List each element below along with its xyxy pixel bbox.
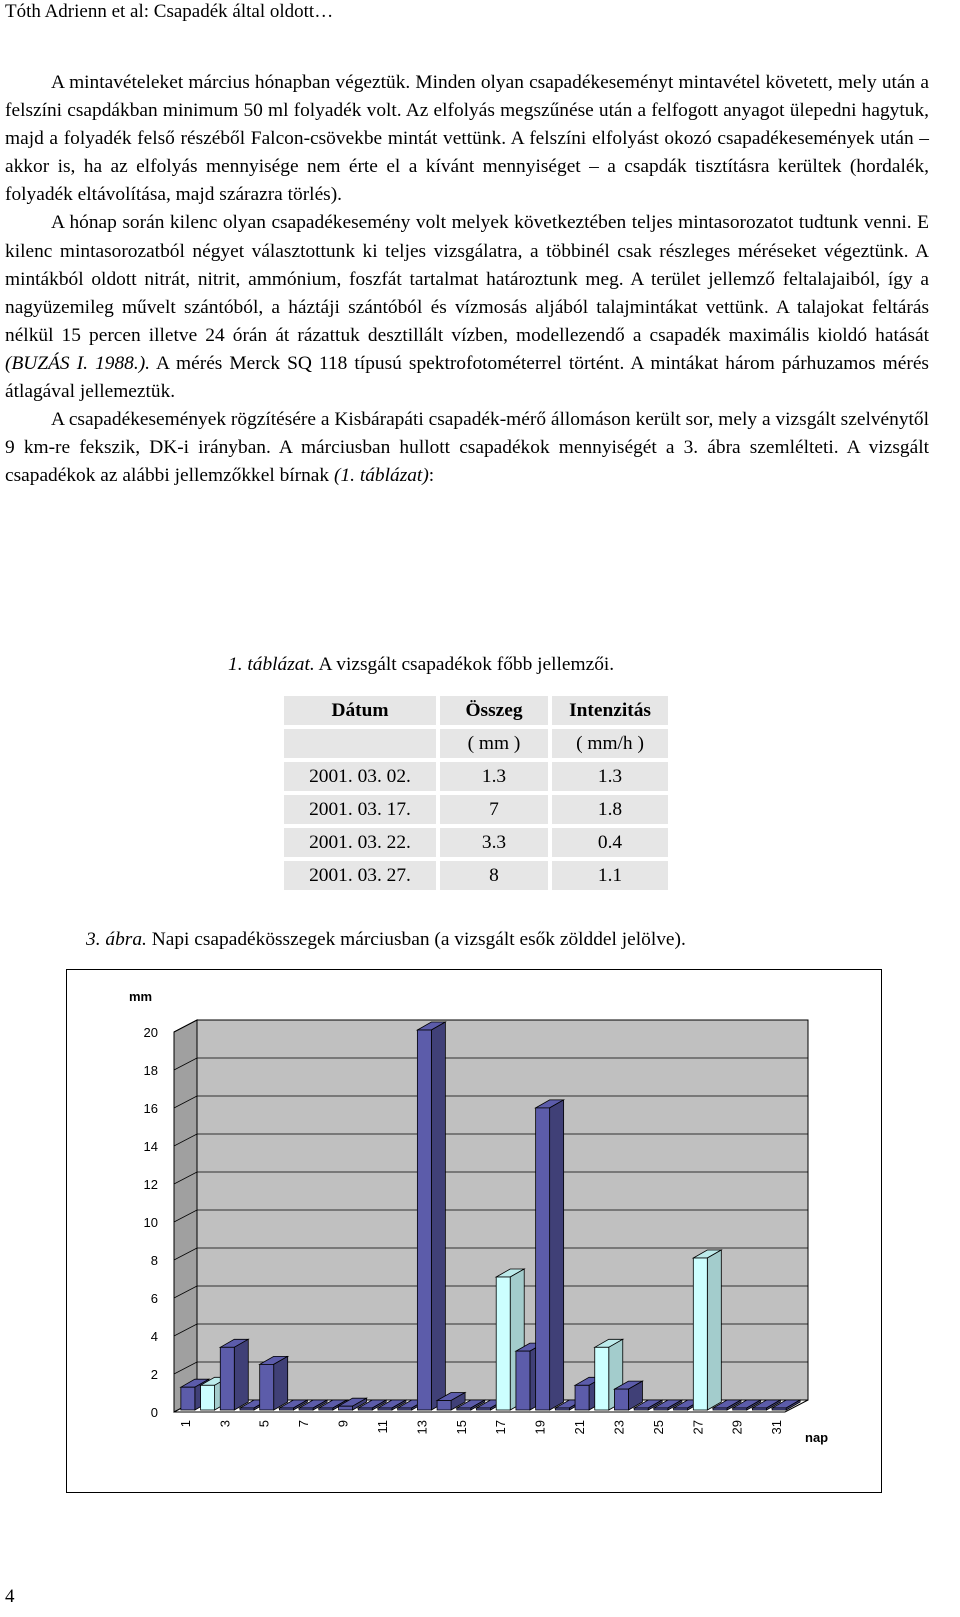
date-cell: 2001. 03. 02. <box>284 762 436 791</box>
bar <box>733 1408 747 1410</box>
bar <box>713 1408 727 1410</box>
x-tick-label: 17 <box>493 1420 509 1435</box>
table-row <box>284 762 668 791</box>
bar <box>398 1408 412 1410</box>
unit-cell: ( mm ) <box>440 729 548 758</box>
punctuation: : <box>428 465 435 487</box>
bar <box>319 1408 333 1410</box>
x-tick-label: 31 <box>769 1420 785 1435</box>
bar <box>614 1389 628 1410</box>
sum-cell: 3.3 <box>440 828 548 857</box>
y-tick-label: 14 <box>143 1139 158 1154</box>
y-tick-label: 20 <box>143 1025 158 1040</box>
date-cell: 2001. 03. 17. <box>284 795 436 824</box>
bar <box>477 1408 491 1410</box>
date-cell: 2001. 03. 27. <box>284 861 436 890</box>
bar <box>240 1408 254 1410</box>
sum-cell: 7 <box>440 795 548 824</box>
table-row <box>284 828 668 857</box>
y-tick-label: 2 <box>150 1367 158 1382</box>
paragraph <box>5 406 929 490</box>
intensity-cell: 1.8 <box>552 795 668 824</box>
y-tick-label: 16 <box>143 1101 158 1116</box>
table-row <box>284 861 668 890</box>
table-caption-label: 1. táblázat. <box>228 654 315 675</box>
x-axis-title: nap <box>805 1430 829 1445</box>
bar <box>654 1408 668 1410</box>
y-tick-label: 18 <box>143 1063 158 1078</box>
x-tick-label: 13 <box>414 1420 430 1435</box>
x-tick-label: 27 <box>690 1420 706 1435</box>
sum-cell: 8 <box>440 861 548 890</box>
figure-caption <box>86 929 686 951</box>
x-tick-label: 5 <box>256 1420 272 1428</box>
bar <box>674 1408 688 1410</box>
table-header-row <box>284 696 668 725</box>
bar-side <box>274 1356 288 1410</box>
y-tick-label: 4 <box>150 1329 158 1344</box>
bar <box>516 1351 530 1410</box>
bar <box>299 1408 313 1410</box>
header-cell: Intenzitás <box>552 696 668 725</box>
citation: (BUZÁS I. 1988.). <box>5 352 151 374</box>
intensity-cell: 1.3 <box>552 762 668 791</box>
x-tick-label: 25 <box>650 1420 666 1435</box>
x-tick-label: 9 <box>335 1420 351 1428</box>
daily-precipitation-chart <box>67 970 883 1494</box>
x-tick-label: 23 <box>611 1420 627 1435</box>
intensity-cell: 1.1 <box>552 861 668 890</box>
bar-side <box>550 1100 564 1410</box>
bar-side <box>431 1022 445 1410</box>
bar <box>260 1364 274 1410</box>
y-tick-label: 12 <box>143 1177 158 1192</box>
bar <box>437 1401 451 1411</box>
table-caption <box>228 654 614 676</box>
bar <box>457 1408 471 1410</box>
bar <box>575 1385 589 1410</box>
bar <box>752 1408 766 1410</box>
bar <box>417 1030 431 1410</box>
figure-caption-label: 3. ábra. <box>86 929 147 950</box>
x-tick-label: 19 <box>532 1420 548 1435</box>
page-number: 4 <box>5 1586 15 1607</box>
bar <box>220 1347 234 1410</box>
header-cell: Összeg <box>440 696 548 725</box>
chart-frame <box>66 969 882 1493</box>
unit-cell <box>284 729 436 758</box>
x-tick-label: 11 <box>374 1420 390 1434</box>
bar <box>555 1408 569 1410</box>
date-cell: 2001. 03. 22. <box>284 828 436 857</box>
figure-caption-text: Napi csapadékösszegek márciusban (a vizsgált esők zölddel jelölve). <box>146 929 686 950</box>
bar-highlighted <box>595 1347 609 1410</box>
bar-highlighted <box>693 1258 707 1410</box>
table-row <box>284 795 668 824</box>
x-tick-label: 15 <box>453 1420 469 1435</box>
header-cell: Dátum <box>284 696 436 725</box>
bar-side <box>707 1250 721 1410</box>
bar <box>378 1408 392 1410</box>
bar <box>339 1406 353 1410</box>
table-caption-text: A vizsgált csapadékok főbb jellemzői. <box>314 654 615 675</box>
bar <box>634 1408 648 1410</box>
paragraph-text: A mérés Merck SQ 118 típusú spektrofotométerrel történt. A mintákat három párhuzamos mérés átlagával jellemeztük. <box>5 352 929 403</box>
precipitation-table <box>280 692 672 894</box>
paragraph-text: A hónap során kilenc olyan csapadékesemény volt melyek következtében teljes mintasorozatot tudtunk venni. E kilenc mintasorozatból négyet választottunk ki teljes vizsgálatra, a többinél csak részleges méréseket végeztünk. A mintákból oldott nitrát, nitrit, ammónium, foszfát tartalmat határoztunk meg. A terület jellemző feltalajaiból, így a nagyüzemileg művelt szántóból, a háztáji szántóból és vízmosás aljából talajmintákat vettünk. A talajokat feltárás nélkül 15 percen illetve 24 órán át rázattuk desztillált vízben, modellezendő a csapadék maximális kioldó hatását <box>5 212 929 346</box>
bar <box>279 1408 293 1410</box>
x-tick-label: 3 <box>217 1420 233 1428</box>
paragraph <box>5 209 929 406</box>
y-tick-label: 0 <box>150 1405 158 1420</box>
y-axis-title: mm <box>129 989 153 1004</box>
bar-side <box>234 1339 248 1410</box>
body-text <box>5 69 929 490</box>
running-header: Tóth Adrienn et al: Csapadék által oldott… <box>5 1 334 22</box>
x-tick-label: 1 <box>177 1420 193 1428</box>
paragraph-text: A csapadékesemények rögzítésére a Kisbárapáti csapadék-mérő állomáson került sor, mely a vizsgált szelvénytől 9 km-re fekszik, DK-i irányban. A márciusban hullott csapadékok mennyiségét a 3. ábra szemlélteti. A vizsgált csapadékok az alábbi jellemzőkkel bírnak <box>5 409 929 487</box>
y-tick-label: 6 <box>150 1291 158 1306</box>
y-tick-label: 8 <box>150 1253 158 1268</box>
x-tick-label: 29 <box>729 1420 745 1435</box>
intensity-cell: 0.4 <box>552 828 668 857</box>
unit-cell: ( mm/h ) <box>552 729 668 758</box>
bar <box>181 1387 195 1410</box>
sum-cell: 1.3 <box>440 762 548 791</box>
x-tick-label: 21 <box>572 1420 588 1435</box>
paragraph: A mintavételeket március hónapban végeztük. Minden olyan csapadékeseményt mintavétel követett, mely után a felszíni csapdákban minimum 50 ml folyadék volt. Az elfolyás megszűnése után a felfogott anyagot ülepedni hagytuk, majd a folyadék felső részéből Falcon-csövekbe mintát vettünk. A felszíni elfolyást okozó csapadékesemények után – akkor is, ha az elfolyás mennyisége nem érte el a kívánt mennyiséget – a csapdák tisztításra kerültek (hordalék, folyadék eltávolítása, majd szárazra törlés). <box>5 72 929 206</box>
bar <box>536 1108 550 1410</box>
table-reference: (1. táblázat) <box>333 465 429 487</box>
table-units-row <box>284 729 668 758</box>
bar <box>358 1408 372 1410</box>
bar-highlighted <box>201 1385 215 1410</box>
bar <box>772 1408 786 1410</box>
bar-highlighted <box>496 1277 510 1410</box>
x-tick-label: 7 <box>296 1420 312 1428</box>
y-tick-label: 10 <box>143 1215 158 1230</box>
